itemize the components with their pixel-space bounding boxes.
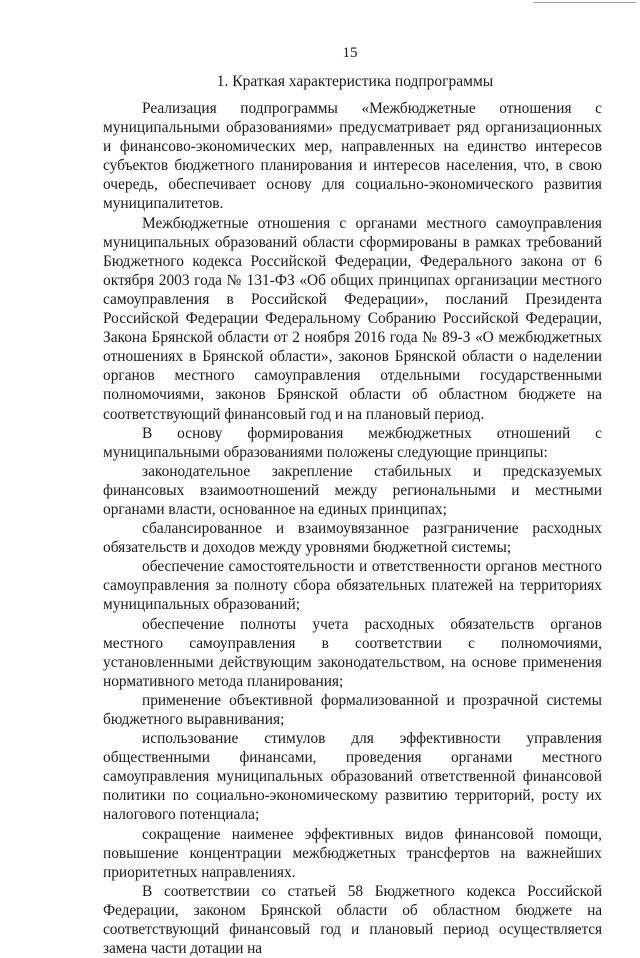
section-heading: 1. Краткая характеристика подпрограммы — [216, 73, 494, 90]
paragraph-legal-basis: Межбюджетные отношения с органами местного самоуправления муниципальных образований области сформированы в рамках требований Бюджетного кодекса Российской Федерации, Федерального закона от 6 октября 2003 года № 131-ФЗ «Об общих принципах организации местного самоуправления в Российской Федерации», посланий Президента Российской Федерации Федеральному Собранию Российской Федерации, Закона Брянской области от 2 ноября 2016 года № 89-З «О межбюджетных отношениях в Брянской области», законов Брянской области о наделении органов местного самоуправления отдельными государственными полномочиями, законов Брянской области об областном бюджете на соответствующий финансовый год и на плановый период. — [103, 214, 602, 423]
paragraph-intro: Реализация подпрограммы «Межбюджетные отношения с муниципальными образованиями» предусматривает ряд организационных и финансово-экономических мер, направленных на единство интересов субъектов бюджетного планирования и интересов населения, что, в свою очередь, обеспечивает основу для социально-экономического развития муниципалитетов. — [103, 100, 602, 213]
paragraph-principle-5: применение объективной формализованной и прозрачной системы бюджетного выравнивания; — [103, 691, 602, 728]
paragraph-principle-3: обеспечение самостоятельности и ответственности органов местного самоуправления за полноту сбора обязательных платежей на территориях муниципальных образований; — [103, 558, 602, 614]
paragraph-principle-7: сокращение наименее эффективных видов финансовой помощи, повышение концентрации межбюджетных трансфертов на важнейших приоритетных направлениях. — [103, 825, 602, 881]
paragraph-principle-4: обеспечение полноты учета расходных обязательств органов местного самоуправления в соответствии с полномочиями, установленными действующим законодательством, на основе применения нормативного метода планирования; — [103, 615, 602, 690]
document-body — [103, 99, 602, 958]
paragraph-principle-1: законодательное закрепление стабильных и предсказуемых финансовых взаимоотношений между региональными и местными органами власти, основанное на единых принципах; — [103, 462, 602, 518]
paragraph-principle-2: сбалансированное и взаимоувязанное разграничение расходных обязательств и доходов между уровнями бюджетной системы; — [103, 520, 602, 557]
paragraph-principles-intro: В основу формирования межбюджетных отношений с муниципальными образованиями положены следующие принципы: — [103, 424, 602, 461]
header-rule — [534, 2, 636, 3]
page-number: 15 — [342, 45, 358, 61]
paragraph-principle-6: использование стимулов для эффективности управления общественными финансами, проведения органами местного самоуправления муниципальных образований ответственной финансовой политики по социально-экономическому развитию территорий, росту их налогового потенциала; — [103, 730, 602, 824]
paragraph-article-58: В соответствии со статьей 58 Бюджетного кодекса Российской Федерации, законом Брянской области об областном бюджете на соответствующий финансовый год и плановый период осуществляется замена части дотации на — [103, 882, 602, 958]
